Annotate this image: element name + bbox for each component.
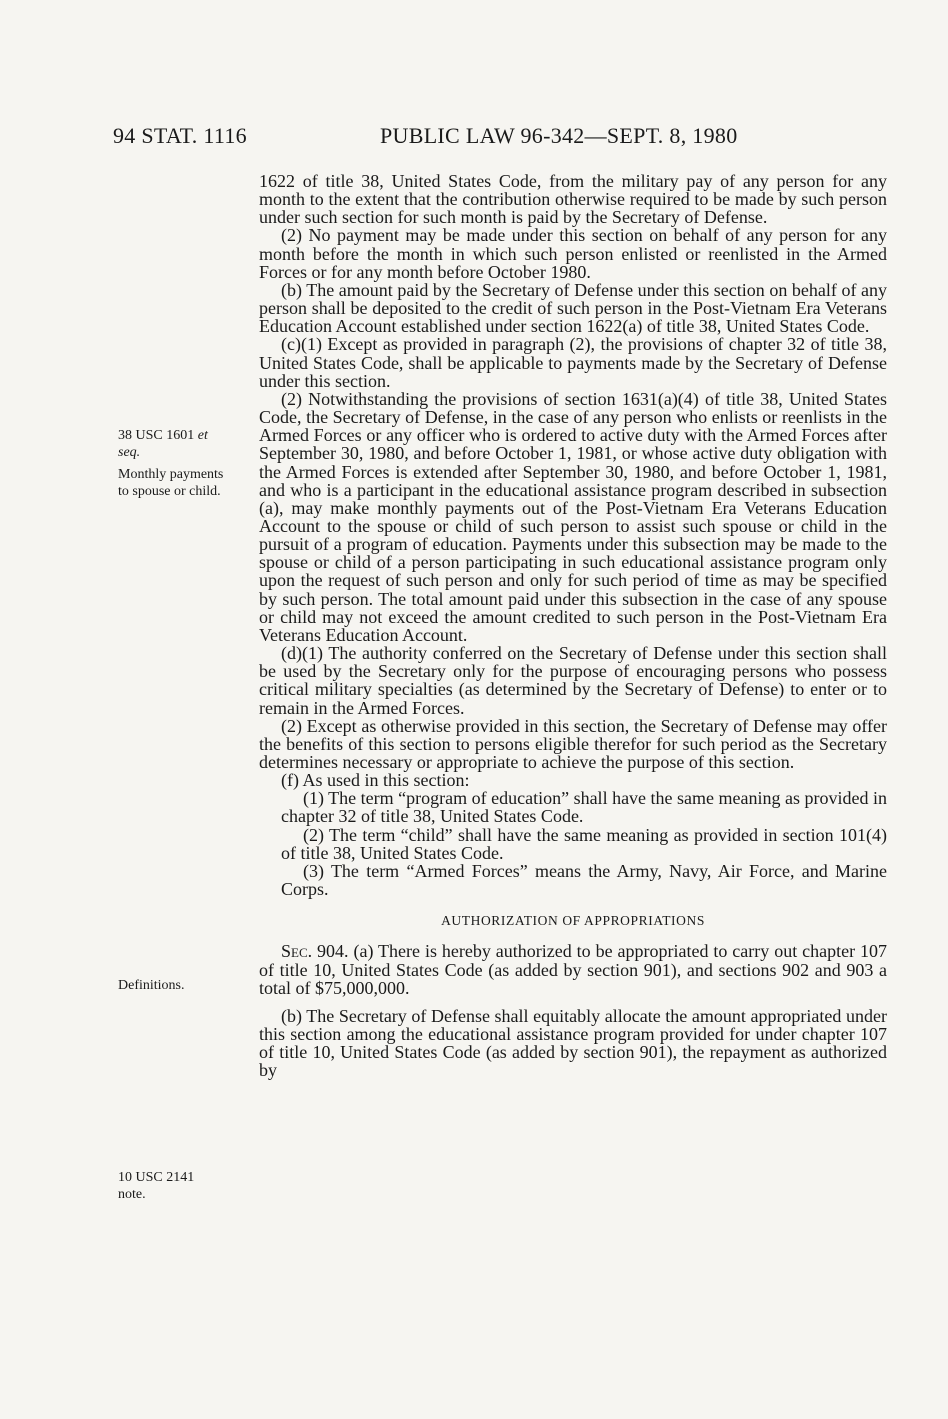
paragraph: (c)(1) Except as provided in paragraph (2), the provisions of chapter 32 of title 38, United States Code, shall be applicable to payments made by the Secretary of Defense under this section.	[259, 334, 887, 391]
margin-note-usc-text: 38 USC 1601	[118, 428, 195, 443]
section-label: Sec. 904.	[281, 941, 349, 962]
paragraph: (d)(1) The authority conferred on the Secretary of Defense under this section shall be used by the Secretary only for the purpose of encouraging persons who possess critical military specialties (as determined by the Secretary of Defense) to enter or to remain in the Armed Forces.	[259, 643, 887, 718]
paragraph	[259, 942, 887, 996]
margin-note-monthly-payments: Monthly payments to spouse or child.	[118, 467, 224, 499]
paragraph: (f) As used in this section:	[281, 770, 470, 791]
definition-item: (3) The term “Armed Forces” means the Army, Navy, Air Force, and Marine Corps.	[281, 860, 887, 900]
margin-note-10-usc-2141: 10 USC 2141 note.	[118, 1170, 195, 1202]
paragraph: (b) The Secretary of Defense shall equitably allocate the amount appropriated under this section among the educational assistance program provided for under chapter 107 of title 10, United States Code (as added by section 901), the repayment as authorized by	[259, 1005, 887, 1081]
margin-note-38-usc-1601	[118, 427, 246, 461]
paragraph: 1622 of title 38, United States Code, from the military pay of any person for any month to the extent that the contribution otherwise required to be made by such person under such section for such month is paid by the Secretary of Defense.	[259, 171, 887, 228]
paragraph: (2) Notwithstanding the provisions of section 1631(a)(4) of title 38, United States Code, the Secretary of Defense, in the case of any person who enlists or reenlists in the Armed Forces or any officer who is ordered to active duty with the Armed Forces after September 30, 1980, and before October 1, 1981, or whose active duty obligation with the Armed Forces is extended after September 30, 1980, and before October 1, 1981, and who is a participant in the educational assistance program described in subsection (a), may make monthly payments out of the Post-Vietnam Era Veterans Education Account to the spouse or child of such person to assist such spouse or child in the pursuit of a program of education. Payments under this subsection may be made to the spouse or child of a person participating in such educational assistance program only upon the request of such person and only for such period of time as may be specified by such person. The total amount paid under this subsection in the case of any spouse or child may not exceed the amount credited to such person in the Post-Vietnam Era Veterans Education Account.	[259, 388, 887, 645]
paragraph: (b) The amount paid by the Secretary of Defense under this section on behalf of any person shall be deposited to the credit of such person in the Post-Vietnam Era Veterans Education Account established under section 1622(a) of title 38, United States Code.	[259, 279, 887, 337]
statute-body	[259, 172, 887, 1080]
paragraph: (2) No payment may be made under this section on behalf of any person for any month before the month in which such person enlisted or reenlisted in the Armed Forces or for any month before October 1980.	[259, 225, 887, 282]
section-heading: AUTHORIZATION OF APPROPRIATIONS	[441, 913, 705, 929]
stat-page-number: 94 STAT. 1116	[113, 123, 247, 148]
margin-note-seq: seq.	[118, 445, 141, 460]
margin-note-et: et	[197, 428, 208, 443]
definition-item: (2) The term “child” shall have the same meaning as provided in section 101(4) of title 38, United States Code.	[281, 824, 887, 863]
page-running-title: PUBLIC LAW 96-342—SEPT. 8, 1980	[380, 123, 738, 148]
definition-item: (1) The term “program of education” shall have the same meaning as provided in chapter 32 of title 38, United States Code.	[281, 788, 887, 827]
margin-note-definitions: Definitions.	[118, 978, 185, 993]
paragraph: (2) Except as otherwise provided in this section, the Secretary of Defense may offer the benefits of this section to persons eligible therefor for such period as the Secretary determines necessary or appropriate to achieve the purpose of this section.	[259, 715, 887, 772]
paragraph-text: (a) There is hereby authorized to be appropriated to carry out chapter 107 of title 10, United States Code (as added by section 901), and sections 902 and 903 a total of $75,000,000.	[259, 941, 888, 998]
